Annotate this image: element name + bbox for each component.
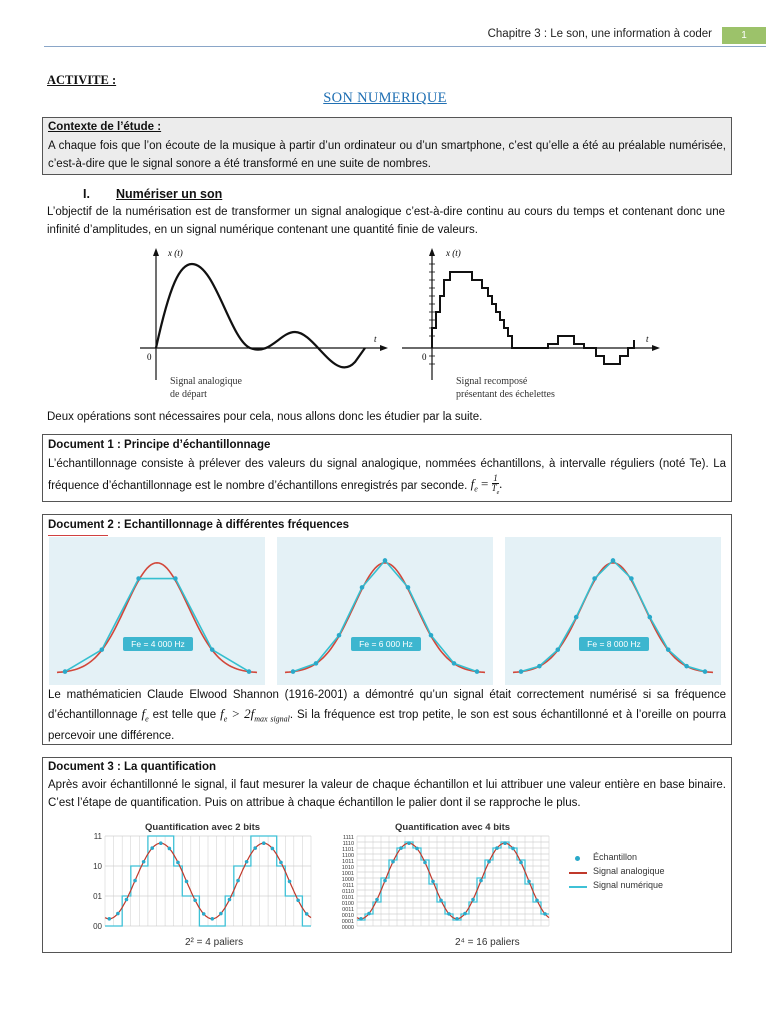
sample-point bbox=[360, 585, 365, 590]
quant-figure bbox=[75, 812, 687, 952]
sample-point bbox=[383, 558, 388, 563]
sample-dot bbox=[511, 847, 515, 851]
sample-point bbox=[291, 669, 296, 674]
sample-point bbox=[703, 669, 708, 674]
sample-dot bbox=[185, 880, 189, 884]
sample-dot bbox=[150, 846, 154, 850]
digital-caption: Signal recomposé présentant des échelettes bbox=[456, 376, 555, 400]
doc2-box bbox=[42, 514, 732, 745]
section-outro: Deux opérations sont nécessaires pour cela, nous allons donc les étudier par la suite. bbox=[47, 411, 483, 423]
sample-point bbox=[406, 585, 411, 590]
quant2-title: Quantification avec 2 bits bbox=[145, 822, 261, 833]
contexte-text: A chaque fois que l’on écoute de la musique à partir d’un ordinateur ou d’un smartphone, c’est qu’elle a été au préalable numérisée, c’est-à-dire que le signal sonore a été transformé en une suite de nombres. bbox=[48, 140, 726, 170]
level-label: 01 bbox=[93, 892, 102, 901]
analog-caption: Signal analogique de départ bbox=[170, 376, 242, 400]
sample-dot bbox=[228, 898, 232, 902]
sampling-panel-4000 bbox=[49, 537, 265, 685]
sample-point bbox=[100, 647, 105, 652]
level-label: 0100 bbox=[341, 901, 354, 907]
sample-dot bbox=[495, 846, 499, 850]
level-label: 0010 bbox=[341, 913, 354, 919]
sample-dot bbox=[168, 847, 172, 851]
sampled-line bbox=[293, 560, 477, 671]
analog-axis-y: x (t) bbox=[168, 248, 183, 258]
sampling-panel-6000 bbox=[277, 537, 493, 685]
section-intro: L’objectif de la numérisation est de transformer un signal analogique c’est-à-dire continu au cours du temps et contenant donc une infinité d’amplitudes, en un signal numérique contenant une quantité finie de valeurs. bbox=[47, 206, 725, 236]
page-title: SON NUMERIQUE bbox=[323, 90, 447, 106]
analog-signal-figure bbox=[120, 244, 390, 404]
analog-origin: 0 bbox=[147, 352, 152, 362]
sample-dot bbox=[455, 917, 459, 921]
sample-point bbox=[611, 558, 616, 563]
sample-point bbox=[556, 647, 561, 652]
level-label: 0110 bbox=[342, 889, 354, 895]
activite-label: ACTIVITE : bbox=[47, 73, 117, 87]
sample-dot bbox=[193, 898, 197, 902]
level-label: 0111 bbox=[342, 883, 354, 889]
sample-dot bbox=[107, 917, 111, 921]
sample-dot bbox=[415, 847, 419, 851]
sample-dot bbox=[423, 861, 427, 865]
fe-label-4000: Fe = 4 000 Hz bbox=[123, 637, 193, 651]
sample-dot bbox=[399, 846, 403, 850]
sample-dot bbox=[519, 861, 523, 865]
sampled-line bbox=[521, 560, 705, 671]
sample-dot bbox=[471, 898, 475, 902]
sample-dot bbox=[543, 912, 547, 916]
level-label: 1011 bbox=[342, 859, 354, 865]
sample-dot bbox=[116, 912, 120, 916]
sample-point bbox=[314, 661, 319, 666]
page-number: 1 bbox=[722, 27, 766, 44]
doc3-text: Après avoir échantillonné le signal, il faut mesurer la valeur de chaque échantillon et lui attribuer une valeur entière en base binaire. C’est l’étape de quantification. Puis on attribue à chaque échantillon le palier dont il se rapproche le plus. bbox=[48, 779, 726, 809]
doc2-accent-line bbox=[48, 535, 108, 536]
sample-dot bbox=[236, 879, 240, 883]
level-label: 0001 bbox=[341, 919, 354, 925]
sample-point bbox=[210, 647, 215, 652]
sample-dot bbox=[383, 879, 387, 883]
sample-dot bbox=[159, 841, 163, 845]
sample-dot bbox=[391, 860, 395, 864]
level-label: 1111 bbox=[342, 835, 354, 841]
sample-point bbox=[429, 633, 434, 638]
doc1-heading: Document 1 : Principe d’échantillonnage bbox=[48, 439, 271, 451]
legend-analog: Signal analogique bbox=[593, 866, 665, 876]
level-label: 00 bbox=[93, 922, 102, 931]
quant2-footer: 2² = 4 paliers bbox=[185, 937, 244, 948]
quant4-chart bbox=[333, 832, 553, 932]
sample-dot bbox=[527, 880, 531, 884]
sample-point bbox=[592, 576, 597, 581]
quant2-chart bbox=[75, 832, 315, 932]
header-rule bbox=[44, 46, 766, 47]
level-label: 1001 bbox=[341, 871, 354, 877]
sample-point bbox=[337, 633, 342, 638]
sampling-panel-8000 bbox=[505, 537, 721, 685]
level-label: 1010 bbox=[341, 865, 354, 871]
sample-dot bbox=[447, 912, 451, 916]
sample-point bbox=[452, 661, 457, 666]
level-label: 1000 bbox=[341, 877, 354, 883]
level-label: 0101 bbox=[341, 895, 354, 901]
sample-dot bbox=[535, 898, 539, 902]
sample-dot bbox=[253, 846, 257, 850]
level-label: 10 bbox=[93, 862, 102, 871]
sample-point bbox=[475, 669, 480, 674]
sample-point bbox=[574, 615, 579, 620]
doc1-text: L’échantillonnage consiste à prélever des valeurs du signal analogique, nommées échantillons, à intervalle réguliers (noté Te). La fréquence d’échantillonnage est le nombre d’échantillons enregistrés par seconde. $f_e$ = $\frac{1}{T_e}$ . bbox=[48, 458, 726, 496]
stepped-curve bbox=[432, 272, 634, 364]
sample-point bbox=[629, 576, 634, 581]
sample-dot bbox=[279, 861, 283, 865]
sample-point bbox=[63, 669, 68, 674]
sample-dot bbox=[463, 912, 467, 916]
quant4-footer: 2⁴ = 16 paliers bbox=[455, 937, 520, 948]
sample-dot bbox=[305, 912, 309, 916]
level-label: 11 bbox=[93, 832, 102, 841]
sample-dot bbox=[219, 912, 223, 916]
sample-dot bbox=[271, 847, 275, 851]
level-label: 1100 bbox=[342, 853, 354, 859]
sample-dot bbox=[296, 898, 300, 902]
sample-dot bbox=[142, 860, 146, 864]
analog-curve bbox=[285, 563, 485, 673]
sample-point bbox=[173, 576, 178, 581]
digital-axis-x: t bbox=[646, 334, 649, 344]
sample-point bbox=[666, 647, 671, 652]
digital-axis-y: x (t) bbox=[446, 248, 461, 258]
level-label: 0000 bbox=[341, 925, 354, 931]
sample-dot bbox=[210, 917, 214, 921]
sample-dot bbox=[133, 879, 137, 883]
legend-analog-icon bbox=[569, 872, 587, 874]
sample-point bbox=[648, 615, 653, 620]
sample-dot bbox=[439, 898, 443, 902]
doc2-heading: Document 2 : Echantillonnage à différentes fréquences bbox=[48, 519, 349, 531]
level-label: 1110 bbox=[342, 841, 354, 847]
doc2-text: Le mathématicien Claude Elwood Shannon (1916-2001) a démontré qu’un signal était correctement numérisé si sa fréquence d’échantillonnage $f_e$ est telle que $f_e > 2f_{max signal}$. Si la fréquence est trop petite, le son est sous échantillonné et à l’oreille on pourra percevoir une différence. bbox=[48, 689, 726, 742]
level-label: 0011 bbox=[342, 907, 354, 913]
sample-dot bbox=[202, 912, 206, 916]
sample-dot bbox=[375, 898, 379, 902]
legend-sample: Échantillon bbox=[593, 852, 638, 862]
analog-axis-x: t bbox=[374, 334, 377, 344]
sample-dot bbox=[503, 841, 507, 845]
chapter-title: Chapitre 3 : Le son, une information à coder bbox=[487, 28, 712, 40]
sample-dot bbox=[288, 880, 292, 884]
contexte-heading: Contexte de l’étude : bbox=[48, 121, 162, 133]
sample-point bbox=[537, 664, 542, 669]
sample-dot bbox=[367, 912, 371, 916]
sample-dot bbox=[407, 841, 411, 845]
sample-dot bbox=[359, 917, 363, 921]
sampled-line bbox=[65, 579, 249, 672]
sample-dot bbox=[431, 880, 435, 884]
sample-point bbox=[136, 576, 141, 581]
sample-dot bbox=[176, 861, 180, 865]
legend-digital: Signal numérique bbox=[593, 880, 664, 890]
sample-point bbox=[519, 669, 524, 674]
sample-dot bbox=[262, 841, 266, 845]
analog-curve bbox=[156, 264, 365, 367]
doc3-heading: Document 3 : La quantification bbox=[48, 761, 217, 773]
sample-point bbox=[247, 669, 252, 674]
sample-dot bbox=[487, 860, 491, 864]
sample-dot bbox=[245, 860, 249, 864]
quant-legend bbox=[567, 852, 685, 894]
fe-label-8000: Fe = 8 000 Hz bbox=[579, 637, 649, 651]
legend-sample-icon bbox=[575, 856, 580, 861]
contexte-box bbox=[42, 117, 732, 175]
analog-curve bbox=[513, 563, 713, 673]
sample-point bbox=[684, 664, 689, 669]
fe-label-6000: Fe = 6 000 Hz bbox=[351, 637, 421, 651]
level-label: 1101 bbox=[342, 847, 354, 853]
fe-formula: $f_e$ = $\frac{1}{T_e}$ . bbox=[470, 472, 503, 496]
sample-dot bbox=[479, 879, 483, 883]
legend-digital-icon bbox=[569, 886, 587, 888]
section-title: Numériser un son bbox=[116, 187, 223, 201]
section-number: I. bbox=[83, 187, 90, 201]
doc1-box bbox=[42, 434, 732, 502]
sample-dot bbox=[125, 898, 129, 902]
quant4-title: Quantification avec 4 bits bbox=[395, 822, 511, 833]
digital-origin: 0 bbox=[422, 352, 427, 362]
